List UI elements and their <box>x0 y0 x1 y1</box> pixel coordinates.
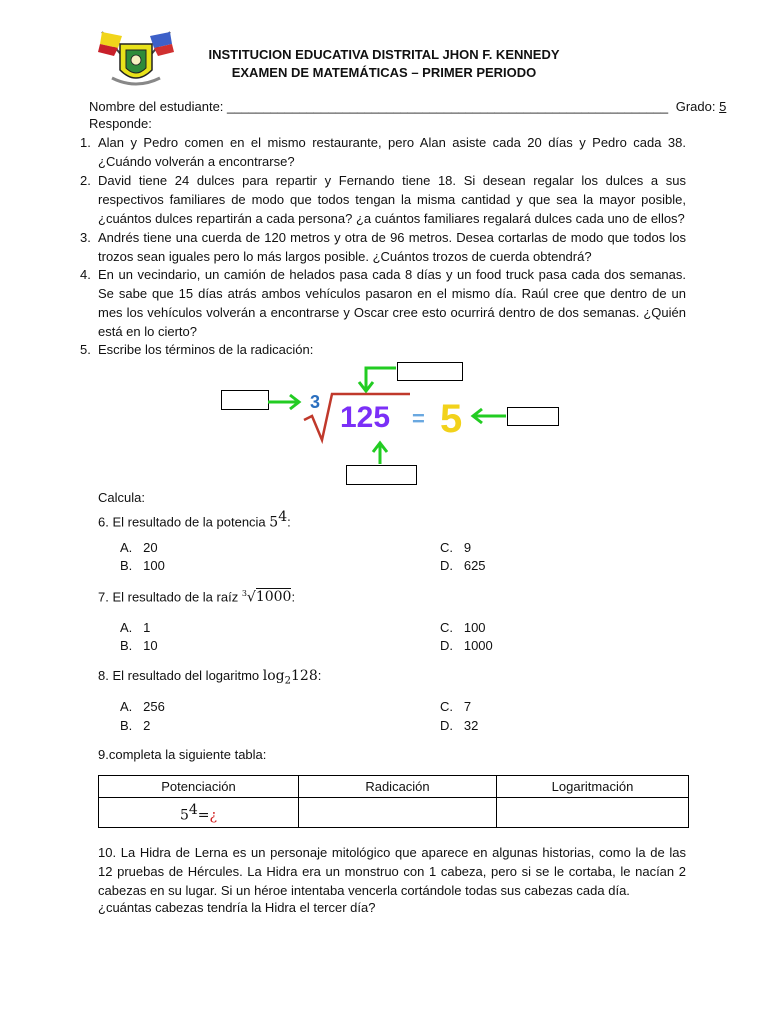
question-7 <box>98 589 295 605</box>
q8-option-b[interactable]: B. 2 <box>120 718 151 733</box>
completion-table <box>98 775 689 828</box>
radical-result: 5 <box>440 397 463 441</box>
cell-base: 5 <box>179 807 189 824</box>
radical-index: 3 <box>310 392 321 412</box>
question-text: Andrés tiene una cuerda de 120 metros y otra de 96 metros. Desea cortarlas de modo que todos los trozos sean iguales pero lo más largos posible. ¿Cuántos trozos de cuerda obtendrá? <box>98 230 686 264</box>
question-3 <box>80 228 686 266</box>
header-potenciacion: Potenciación <box>99 776 299 798</box>
q7-index: 3 <box>241 589 247 598</box>
q7-suffix: : <box>291 589 296 605</box>
question-number: 3. <box>80 230 91 245</box>
q8-option-a[interactable]: A. 256 <box>120 699 165 714</box>
exam-title: EXAMEN DE MATEMÁTICAS – PRIMER PERIODO <box>231 65 537 80</box>
question-text: David tiene 24 dulces para repartir y Fernando tiene 18. Si desean regalar los dulces a sus respectivos familiares de modo que todos tengan la misma cantidad y que sea la mayor posible, ¿cuántos dulces repartirán a cada persona? ¿a cuántos familiares regalará dulces cada uno de ellos? <box>98 173 686 226</box>
question-5 <box>80 340 686 359</box>
student-name-line <box>89 99 727 114</box>
q8-argument: 128 <box>291 668 318 684</box>
q7-option-b[interactable]: B. 10 <box>120 638 158 653</box>
radical-radicand: 125 <box>340 401 391 434</box>
grade-value: 5 <box>719 99 727 114</box>
arrow-to-radicand <box>359 368 396 391</box>
q8-text: 8. El resultado del logaritmo <box>98 668 263 683</box>
q8-suffix: : <box>317 668 322 683</box>
q8-option-d[interactable]: D. 32 <box>440 718 479 733</box>
question-text: Escribe los términos de la radicación: <box>98 342 314 357</box>
arrow-to-symbol <box>373 443 387 464</box>
arrow-to-index <box>268 395 299 409</box>
question-10: 10. La Hidra de Lerna es un personaje mitológico que aparece en algunas historias, como la de las 12 pruebas de Hércules. La Hidra era un monstruo con 1 cabeza, pero si se le cortaba, le nacían 2 cabezas en su lugar. Si un héroe intentaba vencerla cortándole todas sus cabezas cada día. <box>98 845 686 898</box>
question-9: 9.completa la siguiente tabla: <box>98 747 267 762</box>
cell-equals: = <box>197 807 210 824</box>
school-name: INSTITUCION EDUCATIVA DISTRITAL JHON F. KENNEDY <box>208 47 560 62</box>
q7-option-a[interactable]: A. 1 <box>120 620 151 635</box>
q6-base: 5 <box>269 514 279 531</box>
q6-text: 6. El resultado de la potencia <box>98 514 270 530</box>
q6-exponent: 4 <box>278 509 288 525</box>
question-text: En un vecindario, un camión de helados pasa cada 8 días y un food truck pasa cada dos semanas. Se sabe que 15 días atrás ambos vehículos pasaron en el mismo día. Raúl cree que dentro de un mes los vehículos volverán a encontrarse y Oscar cree esto ocurrirá dentro de dos semanas. ¿Quién está en lo cierto? <box>98 267 686 339</box>
question-number: 1. <box>80 135 91 150</box>
q8-log: log <box>262 668 285 684</box>
cell-question-mark: ¿ <box>209 807 218 824</box>
question-6 <box>98 509 291 530</box>
q6-option-a[interactable]: A. 20 <box>120 540 158 555</box>
radical-diagram <box>260 360 520 470</box>
cell-exponent: 4 <box>188 801 198 818</box>
question-number: 4. <box>80 267 91 282</box>
question-4 <box>80 265 686 341</box>
q6-option-d[interactable]: D. 625 <box>440 558 486 573</box>
q7-radical-sign: √ <box>246 589 256 606</box>
q6-suffix: : <box>287 514 291 530</box>
question-text: Alan y Pedro comen en el mismo restaurante, pero Alan asiste cada 20 días y Pedro cada 38. ¿Cuándo volverán a encontrarse? <box>98 135 686 169</box>
question-number: 2. <box>80 173 91 188</box>
q7-option-c[interactable]: C. 100 <box>440 620 486 635</box>
question-2 <box>80 171 686 228</box>
cell-potenciacion <box>99 798 299 828</box>
arrow-to-result <box>473 409 506 423</box>
calcula-label: Calcula: <box>98 490 145 505</box>
header-logaritmacion: Logaritmación <box>497 776 689 798</box>
q7-option-d[interactable]: D. 1000 <box>440 638 493 653</box>
q8-base: 2 <box>284 675 292 687</box>
grade-label: Grado: <box>675 99 716 114</box>
question-number: 5. <box>80 342 91 357</box>
q7-radicand: 1000 <box>255 589 292 606</box>
header-radicacion: Radicación <box>299 776 497 798</box>
instruction: Responde: <box>89 116 152 131</box>
question-10-ask: ¿cuántas cabezas tendría la Hidra el tercer día? <box>98 900 376 915</box>
radical-equals: = <box>412 406 425 431</box>
q6-option-c[interactable]: C. 9 <box>440 540 472 555</box>
q6-option-b[interactable]: B. 100 <box>120 558 165 573</box>
cell-radicacion[interactable] <box>299 798 497 828</box>
student-name-blank[interactable]: _____________________________________________________________ <box>227 99 669 114</box>
student-name-label: Nombre del estudiante: <box>89 99 224 114</box>
cell-logaritmacion[interactable] <box>497 798 689 828</box>
question-1 <box>80 133 686 171</box>
question-8 <box>98 668 321 687</box>
q7-text: 7. El resultado de la raíz <box>98 589 242 605</box>
q8-option-c[interactable]: C. 7 <box>440 699 472 714</box>
